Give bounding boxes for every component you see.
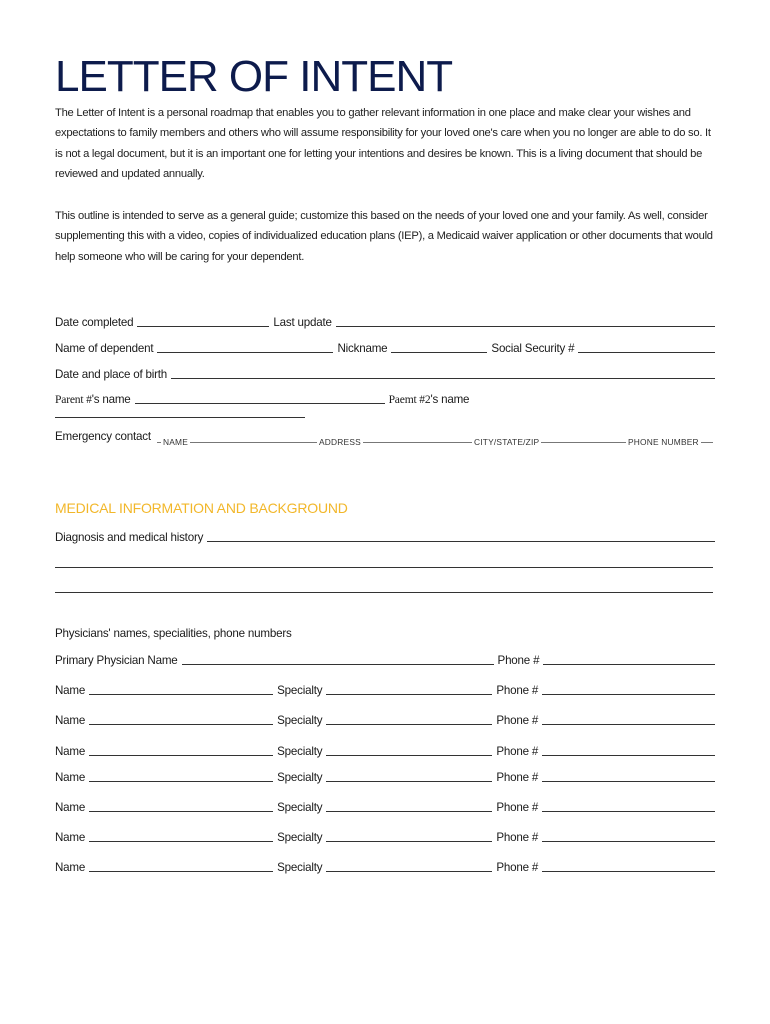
physician-phone-field[interactable]: [542, 781, 715, 782]
parent-1-label-prefix: Parent #: [55, 393, 92, 406]
parent-2-label-prefix: Paemt #2: [388, 393, 431, 406]
physician-name-field[interactable]: [89, 694, 273, 695]
primary-physician-row: [55, 651, 715, 667]
emergency-caption-phone-number: PHONE NUMBER: [628, 437, 699, 447]
physician-name-field[interactable]: [89, 841, 273, 842]
physician-specialty-field[interactable]: [326, 724, 492, 725]
specialty-label: Specialty: [277, 831, 323, 844]
phone-label: Phone #: [496, 714, 539, 727]
specialty-label: Specialty: [277, 745, 323, 758]
specialty-label: Specialty: [277, 684, 323, 697]
name-label: Name: [55, 714, 86, 727]
last-update-label: Last update: [273, 316, 332, 329]
physician-phone-field[interactable]: [542, 755, 715, 756]
physician-specialty-field[interactable]: [326, 755, 492, 756]
name-label: Name: [55, 771, 86, 784]
name-label: Name: [55, 745, 86, 758]
physician-phone-field[interactable]: [542, 724, 715, 725]
parent-2-name-field[interactable]: [55, 417, 305, 418]
phone-label: Phone #: [496, 801, 539, 814]
specialty-label: Specialty: [277, 801, 323, 814]
name-label: Name: [55, 684, 86, 697]
phone-label: Phone #: [497, 654, 540, 667]
phone-label: Phone #: [496, 684, 539, 697]
intro-paragraph-2: This outline is intended to serve as a general guide; customize this based on the needs of your loved one and your family. As well, consider supplementing this with a video, copies of individualized education plans (IEP), a Medicaid waiver application or other documents that would help someone who will be caring for your dependent.: [55, 210, 713, 263]
nickname-label: Nickname: [337, 342, 388, 355]
date-place-birth-label: Date and place of birth: [55, 368, 168, 381]
parent-1-label-suffix: 's name: [91, 393, 131, 406]
physician-specialty-field[interactable]: [326, 781, 492, 782]
physician-phone-field[interactable]: [542, 841, 715, 842]
nickname-field[interactable]: [391, 352, 487, 353]
date-row: [55, 313, 715, 329]
physician-phone-field[interactable]: [542, 871, 715, 872]
physician-specialty-field[interactable]: [326, 811, 492, 812]
dependent-row: [55, 339, 715, 355]
physician-row: [55, 858, 715, 874]
phone-label: Phone #: [496, 745, 539, 758]
emergency-contact-label: Emergency contact: [55, 430, 151, 443]
physician-specialty-field[interactable]: [326, 871, 492, 872]
primary-physician-phone-field[interactable]: [543, 664, 715, 665]
page-title: LETTER OF INTENT: [55, 52, 453, 101]
specialty-label: Specialty: [277, 714, 323, 727]
parent-2-label-suffix: 's name: [430, 393, 470, 406]
medical-section-heading: MEDICAL INFORMATION AND BACKGROUND: [55, 500, 348, 516]
physician-phone-field[interactable]: [542, 694, 715, 695]
diagnosis-field[interactable]: [207, 541, 715, 542]
emergency-caption-address: ADDRESS: [319, 437, 361, 447]
name-label: Name: [55, 831, 86, 844]
diagnosis-field-line-2[interactable]: [55, 567, 713, 568]
physician-specialty-field[interactable]: [326, 841, 492, 842]
emergency-caption-city-state-zip: CITY/STATE/ZIP: [474, 437, 540, 447]
name-of-dependent-label: Name of dependent: [55, 342, 154, 355]
primary-physician-label: Primary Physician Name: [55, 654, 178, 667]
date-completed-field[interactable]: [137, 326, 269, 327]
parent-row: [55, 390, 715, 406]
physician-row: [55, 742, 715, 758]
physician-phone-field[interactable]: [542, 811, 715, 812]
physician-name-field[interactable]: [89, 781, 273, 782]
physician-row: [55, 828, 715, 844]
date-place-birth-field[interactable]: [171, 378, 715, 379]
physician-name-field[interactable]: [89, 755, 273, 756]
physician-name-field[interactable]: [89, 871, 273, 872]
diagnosis-label: Diagnosis and medical history: [55, 531, 204, 544]
emergency-contact-row: [55, 430, 715, 446]
name-label: Name: [55, 861, 86, 874]
specialty-label: Specialty: [277, 771, 323, 784]
diagnosis-field-line-3[interactable]: [55, 592, 713, 593]
last-update-field[interactable]: [336, 326, 715, 327]
birth-row: [55, 365, 715, 381]
emergency-caption-name: NAME: [163, 437, 188, 447]
physician-row: [55, 768, 715, 784]
parent-1-name-field[interactable]: [135, 403, 385, 404]
physician-name-field[interactable]: [89, 811, 273, 812]
physician-specialty-field[interactable]: [326, 694, 492, 695]
intro-paragraph-1: The Letter of Intent is a personal roadmap that enables you to gather relevant information in one place and make clear your wishes and expectations to family members and others who will assume responsibility for your loved one's care when you no longer are able to do so. It is not a legal document, but it is an important one for letting your intentions and desires be known. This is a living document that should be reviewed and updated annually.: [55, 107, 711, 181]
physician-row: [55, 711, 715, 727]
physician-row: [55, 798, 715, 814]
name-of-dependent-field[interactable]: [157, 352, 333, 353]
specialty-label: Specialty: [277, 861, 323, 874]
phone-label: Phone #: [496, 771, 539, 784]
diagnosis-row: [55, 528, 715, 544]
phone-label: Phone #: [496, 831, 539, 844]
physicians-heading: Physicians' names, specialities, phone numbers: [55, 627, 292, 640]
name-label: Name: [55, 801, 86, 814]
physician-row: [55, 681, 715, 697]
phone-label: Phone #: [496, 861, 539, 874]
physician-name-field[interactable]: [89, 724, 273, 725]
primary-physician-field[interactable]: [182, 664, 494, 665]
social-security-label: Social Security #: [491, 342, 575, 355]
social-security-field[interactable]: [578, 352, 715, 353]
date-completed-label: Date completed: [55, 316, 134, 329]
